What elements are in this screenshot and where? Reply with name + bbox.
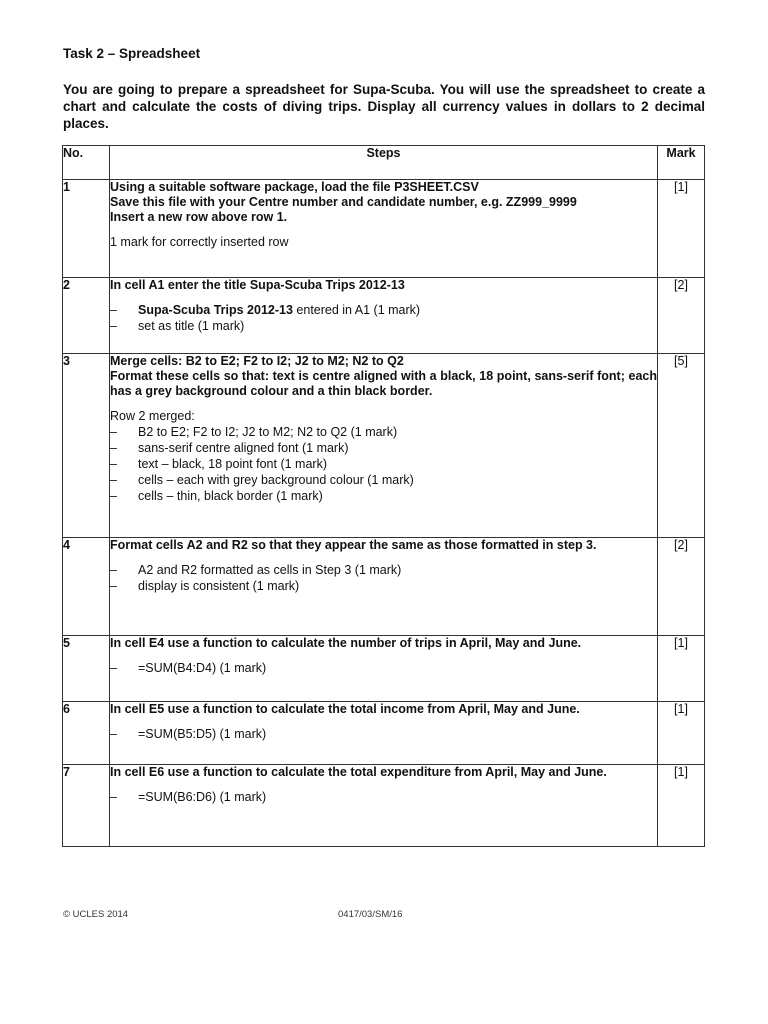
step-number: 7: [63, 765, 110, 847]
table-row: [63, 702, 705, 765]
step-mark: [2]: [658, 278, 705, 354]
step-mark: [5]: [658, 354, 705, 538]
mark-criterion: – =SUM(B5:D5) (1 mark): [110, 726, 657, 742]
step-content: [110, 278, 658, 354]
step-number: 4: [63, 538, 110, 636]
step-number: 1: [63, 180, 110, 278]
mark-criterion: – cells – thin, black border (1 mark): [110, 488, 657, 504]
step-content: [110, 765, 658, 847]
step-content: [110, 702, 658, 765]
step-content: [110, 538, 658, 636]
step-mark: [1]: [658, 636, 705, 702]
header-mark: Mark: [658, 146, 705, 180]
mark-criteria-list: [110, 660, 657, 676]
header-steps: Steps: [110, 146, 658, 180]
mark-criterion: – cells – each with grey background colour (1 mark): [110, 472, 657, 488]
task-intro: You are going to prepare a spreadsheet for Supa-Scuba. You will use the spreadsheet to create a chart and calculate the costs of diving trips. Display all currency values in dollars to 2 decimal places.: [63, 82, 705, 131]
table-row: [63, 180, 705, 278]
footer-paper-code: 0417/03/SM/16: [338, 909, 403, 920]
mark-scheme-note: 1 mark for correctly inserted row: [110, 235, 289, 249]
step-mark: [1]: [658, 765, 705, 847]
step-number: 2: [63, 278, 110, 354]
mark-criterion: – =SUM(B6:D6) (1 mark): [110, 789, 657, 805]
step-instruction: In cell A1 enter the title Supa-Scuba Trips 2012-13: [110, 278, 405, 292]
step-instruction: Insert a new row above row 1.: [110, 210, 288, 224]
mark-criterion: – display is consistent (1 mark): [110, 578, 657, 594]
page-title: Task 2 – Spreadsheet: [63, 46, 201, 61]
table-row: [63, 354, 705, 538]
step-number: 3: [63, 354, 110, 538]
steps-table: [62, 145, 705, 847]
mark-scheme-note: Row 2 merged:: [110, 409, 195, 423]
step-mark: [2]: [658, 538, 705, 636]
mark-criteria-list: [110, 424, 657, 504]
mark-criterion: – A2 and R2 formatted as cells in Step 3 (1 mark): [110, 562, 657, 578]
table-row: [63, 278, 705, 354]
table-header-row: [63, 146, 705, 180]
mark-criterion: – =SUM(B4:D4) (1 mark): [110, 660, 657, 676]
table-row: [63, 765, 705, 847]
table-row: [63, 636, 705, 702]
mark-criteria-list: [110, 302, 657, 334]
footer-copyright: © UCLES 2014: [63, 909, 129, 920]
mark-criteria-list: [110, 726, 657, 742]
step-number: 6: [63, 702, 110, 765]
step-instruction: Save this file with your Centre number and candidate number, e.g. ZZ999_9999: [110, 195, 577, 209]
mark-criterion: – text – black, 18 point font (1 mark): [110, 456, 657, 472]
table-row: [63, 538, 705, 636]
mark-criterion: – Supa-Scuba Trips 2012-13 entered in A1 (1 mark): [110, 302, 657, 318]
step-instruction: Merge cells: B2 to E2; F2 to I2; J2 to M2; N2 to Q2 Format these cells so that: text is centre aligned with a black, 18 point, sans-serif font; each has a grey background colour and a thin black border.: [110, 354, 657, 398]
step-instruction: In cell E4 use a function to calculate the number of trips in April, May and June.: [110, 636, 582, 650]
step-instruction: Using a suitable software package, load the file P3SHEET.CSV: [110, 180, 479, 194]
mark-criteria-list: [110, 789, 657, 805]
step-instruction: In cell E6 use a function to calculate the total expenditure from April, May and June.: [110, 765, 607, 779]
step-instruction: In cell E5 use a function to calculate the total income from April, May and June.: [110, 702, 580, 716]
step-number: 5: [63, 636, 110, 702]
step-mark: [1]: [658, 180, 705, 278]
mark-criterion: – sans-serif centre aligned font (1 mark): [110, 440, 657, 456]
step-content: [110, 636, 658, 702]
step-content: [110, 354, 658, 538]
mark-criterion: – set as title (1 mark): [110, 318, 657, 334]
mark-criterion: – B2 to E2; F2 to I2; J2 to M2; N2 to Q2 (1 mark): [110, 424, 657, 440]
step-content: [110, 180, 658, 278]
step-mark: [1]: [658, 702, 705, 765]
step-instruction: Format cells A2 and R2 so that they appear the same as those formatted in step 3.: [110, 538, 597, 552]
header-no: No.: [63, 146, 110, 180]
mark-criteria-list: [110, 562, 657, 594]
